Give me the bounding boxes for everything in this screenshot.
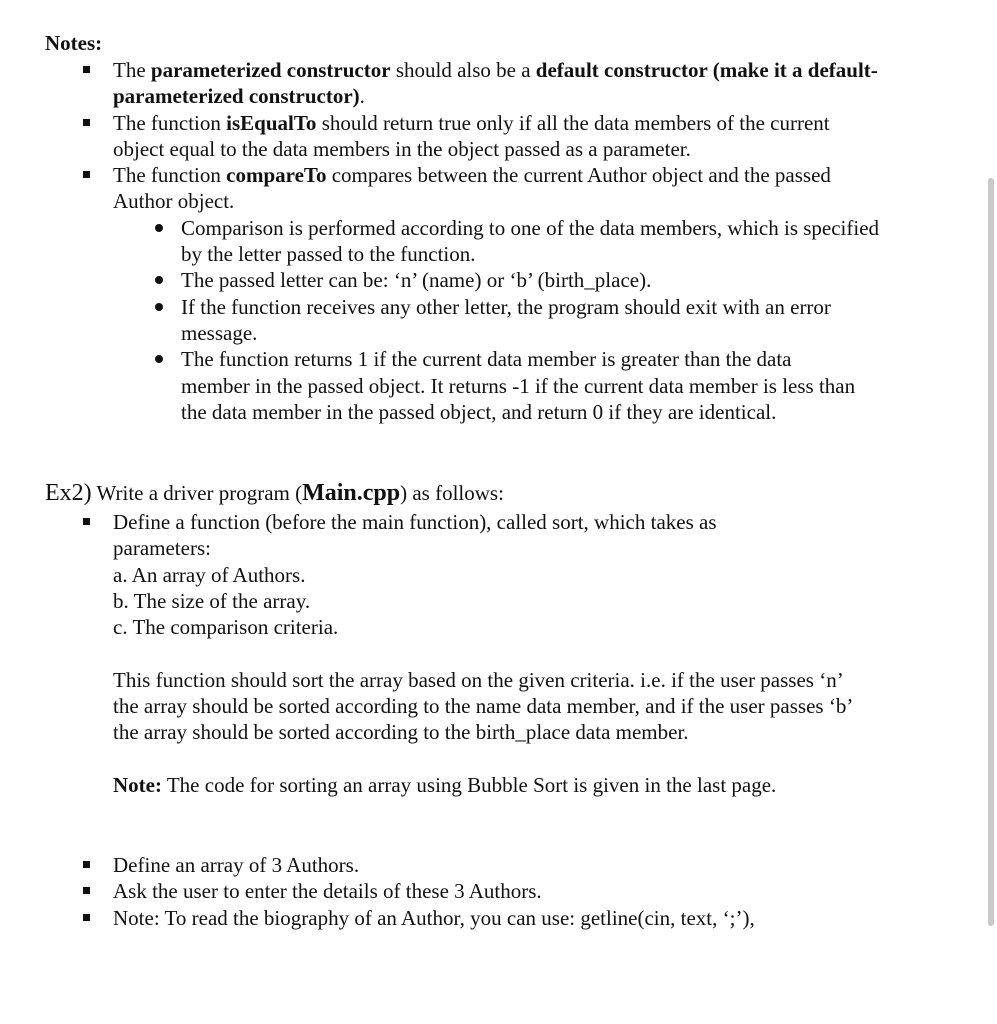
- notes-item-compareto: [45, 162, 858, 215]
- text: should return true only if all the data members of the current object equal to the data members in the object passed as a parameter.: [113, 110, 830, 161]
- text: compares between the current Author object and the passed Author object.: [113, 163, 831, 214]
- compare-subitem: [45, 346, 861, 425]
- spacer: [45, 640, 885, 666]
- ex2-heading: [45, 478, 504, 508]
- square-bullet-icon: [83, 887, 90, 894]
- sort-param: b. The size of the array.: [113, 588, 311, 613]
- square-bullet-icon: [83, 861, 90, 868]
- text: .: [359, 84, 365, 109]
- compare-subitem: [45, 294, 881, 347]
- text: Ask the user to enter the details of these 3 Authors.: [113, 879, 542, 904]
- ex2-item: [45, 878, 885, 904]
- ex2-item: [45, 852, 885, 878]
- round-bullet-icon: [155, 303, 163, 311]
- notes-item-isequalto: [45, 110, 858, 163]
- square-bullet-icon: [83, 171, 90, 178]
- bold-text: default constructor (make it a default-parameterized constructor): [113, 58, 878, 109]
- ex2-bottom-list: [45, 852, 885, 931]
- ex2-list: [45, 509, 885, 798]
- square-bullet-icon: [83, 914, 90, 921]
- text: The code for sorting an array using Bubble Sort is given in the last page.: [161, 772, 777, 797]
- square-bullet-icon: [83, 518, 90, 525]
- square-bullet-icon: [83, 66, 90, 73]
- compare-subitem: [45, 215, 881, 268]
- vertical-scrollbar[interactable]: [988, 178, 994, 926]
- compare-subitem: [45, 267, 881, 293]
- round-bullet-icon: [155, 224, 163, 232]
- bold-text: parameterized constructor: [150, 58, 391, 82]
- ex2-item: [45, 905, 885, 931]
- text: The function returns 1 if the current data member is greater than the data member in the passed object. It returns -1 if the current data member is less than the data member in the passed object, and return 0 if they are identical.: [181, 347, 856, 424]
- text: Define a function (before the main function), called sort, which takes as parameters:: [113, 510, 717, 561]
- sort-param: c. The comparison criteria.: [113, 615, 339, 640]
- text: Note: To read the biography of an Author, you can use: getline(cin, text, ‘;’),: [113, 905, 755, 930]
- bubble-sort-note: [45, 772, 885, 798]
- text: The: [113, 58, 151, 82]
- text: ) as follows:: [400, 481, 504, 505]
- square-bullet-icon: [83, 119, 90, 126]
- bold-text: isEqualTo: [226, 110, 317, 135]
- round-bullet-icon: [155, 355, 163, 363]
- text: The function: [113, 163, 227, 188]
- notes-heading: Notes:: [45, 31, 103, 55]
- notes-item-constructor: [45, 57, 885, 110]
- text: The function: [113, 110, 227, 135]
- notes-list: [45, 57, 885, 425]
- text: If the function receives any other letter, the program should exit with an error message.: [181, 294, 831, 345]
- text: should also be a: [390, 58, 536, 82]
- ex2-item-define-sort: [45, 509, 793, 562]
- ex2-label: Ex2): [45, 480, 92, 506]
- round-bullet-icon: [155, 276, 163, 284]
- text: Define an array of 3 Authors.: [113, 853, 360, 877]
- text: Write a driver program (: [91, 481, 303, 505]
- text: The passed letter can be: ‘n’ (name) or ‘b’ (birth_place).: [181, 268, 652, 293]
- bold-text: Main.cpp: [302, 480, 401, 506]
- sort-description: This function should sort the array based on the given criteria. i.e. if the user passes ‘n’ the array should be sorted according to the name data member, and if the user passes ‘b’ the array should be sorted according to the birth_place data member.: [113, 667, 852, 745]
- spacer: [45, 746, 885, 772]
- sort-param: a. An array of Authors.: [113, 562, 306, 587]
- text: Comparison is performed according to one of the data members, which is specified by the letter passed to the function.: [181, 215, 880, 267]
- bold-text: Note:: [113, 772, 162, 797]
- bold-text: compareTo: [226, 163, 327, 188]
